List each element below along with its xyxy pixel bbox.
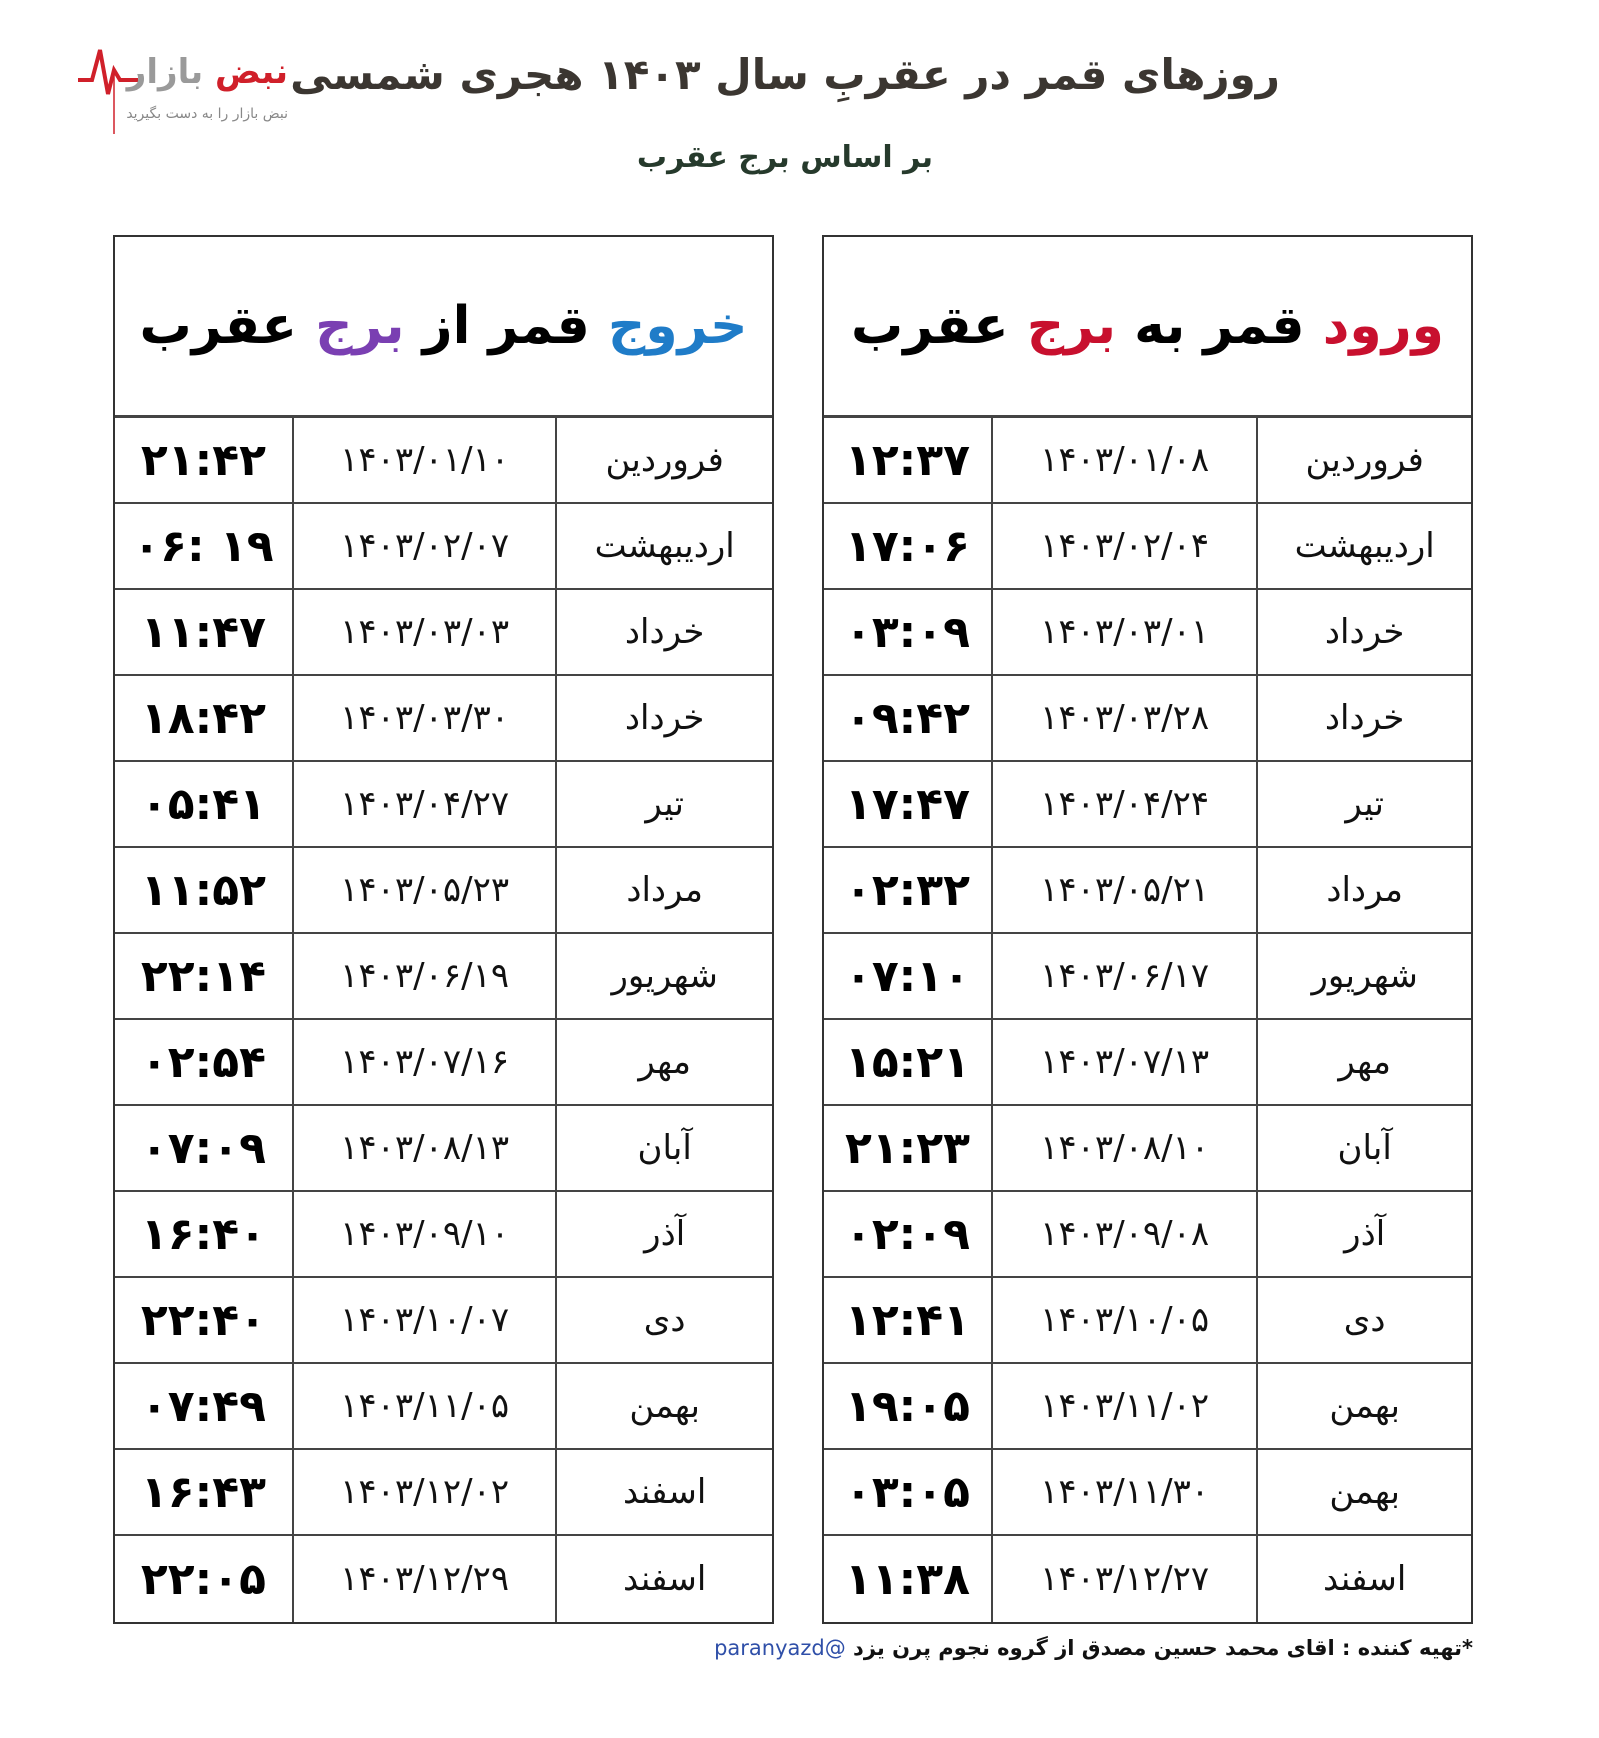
month-cell: تیر: [1256, 762, 1471, 846]
month-cell: اسفند: [555, 1450, 772, 1534]
exit-table: [113, 235, 774, 1624]
month-cell: مهر: [555, 1020, 772, 1104]
month-cell: دی: [555, 1278, 772, 1362]
month-cell: تیر: [555, 762, 772, 846]
month-cell: مرداد: [555, 848, 772, 932]
table-row: [824, 1364, 1471, 1450]
table-row: [115, 1536, 772, 1622]
date-cell: ۱۴۰۳/۰۲/۰۴: [991, 504, 1256, 588]
month-cell: فروردین: [1256, 418, 1471, 502]
table-row: [115, 1106, 772, 1192]
month-cell: آبان: [1256, 1106, 1471, 1190]
time-cell: ۲۱:۲۳: [844, 1122, 970, 1174]
month-cell: اردیبهشت: [1256, 504, 1471, 588]
date-cell: ۱۴۰۳/۰۳/۲۸: [991, 676, 1256, 760]
table-row: [824, 590, 1471, 676]
table-row: [115, 934, 772, 1020]
time-cell: ۲۲:۰۵: [140, 1553, 266, 1605]
date-cell: ۱۴۰۳/۰۹/۰۸: [991, 1192, 1256, 1276]
exit-table-header: [115, 237, 772, 418]
header-word-exit: خروج: [607, 296, 748, 356]
date-cell: ۱۴۰۳/۰۱/۱۰: [292, 418, 555, 502]
time-cell: ۱۲:۳۷: [844, 434, 970, 486]
time-cell: ۰۵:۴۱: [140, 778, 266, 830]
exit-table-rows: [115, 418, 772, 1622]
date-cell: ۱۴۰۳/۱۱/۳۰: [991, 1450, 1256, 1534]
page-subtitle: بر اساس برج عقرب: [636, 140, 934, 175]
table-row: [115, 1450, 772, 1536]
month-cell: خرداد: [1256, 676, 1471, 760]
date-cell: ۱۴۰۳/۰۵/۲۳: [292, 848, 555, 932]
month-cell: اردیبهشت: [555, 504, 772, 588]
header-word-scorpio: عقرب: [851, 296, 1027, 356]
time-cell: ۰۲:۳۲: [844, 864, 970, 916]
time-cell: ۰۲:۰۹: [844, 1208, 970, 1260]
date-cell: ۱۴۰۳/۱۲/۰۲: [292, 1450, 555, 1534]
table-row: [824, 504, 1471, 590]
table-row: [824, 1278, 1471, 1364]
date-cell: ۱۴۰۳/۰۶/۱۹: [292, 934, 555, 1018]
header-word-sign: برج: [315, 296, 405, 356]
date-cell: ۱۴۰۳/۰۹/۱۰: [292, 1192, 555, 1276]
table-row: [824, 762, 1471, 848]
header-word-moon-from: قمر از: [404, 296, 608, 356]
date-cell: ۱۴۰۳/۰۷/۱۶: [292, 1020, 555, 1104]
time-cell: ۱۱:۳۸: [844, 1553, 970, 1605]
date-cell: ۱۴۰۳/۱۲/۲۷: [991, 1536, 1256, 1622]
table-row: [115, 590, 772, 676]
date-cell: ۱۴۰۳/۰۸/۱۰: [991, 1106, 1256, 1190]
date-cell: ۱۴۰۳/۰۳/۳۰: [292, 676, 555, 760]
time-cell: ۱۲:۴۱: [844, 1294, 970, 1346]
table-row: [824, 1450, 1471, 1536]
date-cell: ۱۴۰۳/۰۳/۰۱: [991, 590, 1256, 674]
table-row: [824, 848, 1471, 934]
month-cell: خرداد: [1256, 590, 1471, 674]
table-row: [115, 762, 772, 848]
month-cell: شهریور: [555, 934, 772, 1018]
date-cell: ۱۴۰۳/۰۶/۱۷: [991, 934, 1256, 1018]
month-cell: شهریور: [1256, 934, 1471, 1018]
month-cell: مرداد: [1256, 848, 1471, 932]
table-row: [824, 934, 1471, 1020]
time-cell: ۰۳:۰۹: [844, 606, 970, 658]
table-row: [115, 1364, 772, 1450]
month-cell: آذر: [1256, 1192, 1471, 1276]
entry-table: [822, 235, 1473, 1624]
table-row: [115, 1020, 772, 1106]
time-cell: ۱۹:۰۵: [844, 1380, 970, 1432]
month-cell: بهمن: [555, 1364, 772, 1448]
table-row: [824, 1192, 1471, 1278]
header-word-entry: ورود: [1322, 296, 1444, 356]
social-handle: @paranyazd: [714, 1636, 846, 1660]
logo-brand-gray: بازار: [126, 52, 204, 92]
page-title: روزهای قمر در عقربِ سال ۱۴۰۳ هجری شمسی: [290, 50, 1280, 99]
entry-table-header: [824, 237, 1471, 418]
table-row: [115, 418, 772, 504]
table-row: [824, 1106, 1471, 1192]
month-cell: اسفند: [1256, 1536, 1471, 1622]
month-cell: اسفند: [555, 1536, 772, 1622]
time-cell: ۰۷:۱۰: [844, 950, 970, 1002]
time-cell: ۱۵:۲۱: [844, 1036, 970, 1088]
time-cell: ۲۲:۴۰: [140, 1294, 266, 1346]
date-cell: ۱۴۰۳/۱۰/۰۵: [991, 1278, 1256, 1362]
date-cell: ۱۴۰۳/۰۳/۰۳: [292, 590, 555, 674]
table-row: [824, 418, 1471, 504]
time-cell: ۱۱:۴۷: [140, 606, 266, 658]
logo-brand-red: نبض: [214, 52, 288, 92]
table-row: [115, 504, 772, 590]
header-word-moon-to: قمر به: [1116, 296, 1323, 356]
month-cell: بهمن: [1256, 1450, 1471, 1534]
header-word-scorpio: عقرب: [139, 296, 316, 356]
logo-tagline: نبض بازار را به دست بگیرید: [126, 106, 288, 122]
table-row: [115, 676, 772, 762]
date-cell: ۱۴۰۳/۰۷/۱۳: [991, 1020, 1256, 1104]
date-cell: ۱۴۰۳/۱۱/۰۲: [991, 1364, 1256, 1448]
table-row: [824, 1536, 1471, 1622]
table-row: [824, 676, 1471, 762]
month-cell: بهمن: [1256, 1364, 1471, 1448]
time-cell: ۰۷:۴۹: [140, 1380, 266, 1432]
entry-table-rows: [824, 418, 1471, 1622]
month-cell: خرداد: [555, 676, 772, 760]
time-cell: ۱۷:۴۷: [844, 778, 970, 830]
time-cell: ۰۲:۵۴: [140, 1036, 266, 1088]
time-cell: ۲۱:۴۲: [140, 434, 266, 486]
date-cell: ۱۴۰۳/۰۱/۰۸: [991, 418, 1256, 502]
month-cell: آذر: [555, 1192, 772, 1276]
month-cell: خرداد: [555, 590, 772, 674]
time-cell: ۰۶: ۱۹: [133, 520, 274, 572]
table-row: [115, 1192, 772, 1278]
date-cell: ۱۴۰۳/۱۱/۰۵: [292, 1364, 555, 1448]
table-row: [115, 1278, 772, 1364]
date-cell: ۱۴۰۳/۰۴/۲۴: [991, 762, 1256, 846]
header-word-sign: برج: [1026, 296, 1117, 356]
table-row: [115, 848, 772, 934]
date-cell: ۱۴۰۳/۰۸/۱۳: [292, 1106, 555, 1190]
date-cell: ۱۴۰۳/۰۵/۲۱: [991, 848, 1256, 932]
date-cell: ۱۴۰۳/۱۲/۲۹: [292, 1536, 555, 1622]
time-cell: ۲۲:۱۴: [140, 950, 266, 1002]
credit-text: *تهیه کننده : اقای محمد حسین مصدق از گروه نجوم پرن یزد: [845, 1636, 1473, 1660]
date-cell: ۱۴۰۳/۰۲/۰۷: [292, 504, 555, 588]
time-cell: ۰۷:۰۹: [140, 1122, 266, 1174]
time-cell: ۱۶:۴۳: [140, 1466, 266, 1518]
month-cell: فروردین: [555, 418, 772, 502]
time-cell: ۱۱:۵۲: [140, 864, 266, 916]
date-cell: ۱۴۰۳/۱۰/۰۷: [292, 1278, 555, 1362]
month-cell: دی: [1256, 1278, 1471, 1362]
time-cell: ۰۳:۰۵: [844, 1466, 970, 1518]
time-cell: ۱۷:۰۶: [844, 520, 970, 572]
time-cell: ۱۶:۴۰: [140, 1208, 266, 1260]
footer-credit: [714, 1636, 1473, 1660]
table-row: [824, 1020, 1471, 1106]
month-cell: آبان: [555, 1106, 772, 1190]
date-cell: ۱۴۰۳/۰۴/۲۷: [292, 762, 555, 846]
time-cell: ۰۹:۴۲: [844, 692, 970, 744]
time-cell: ۱۸:۴۲: [140, 692, 266, 744]
month-cell: مهر: [1256, 1020, 1471, 1104]
